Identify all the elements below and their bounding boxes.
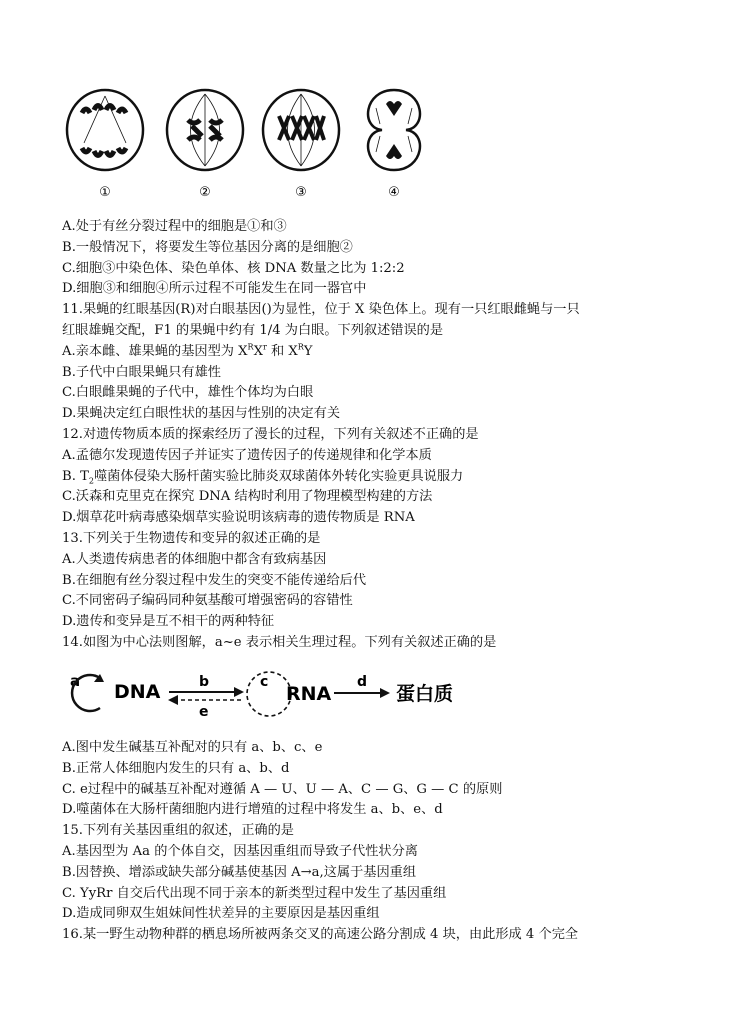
q14-option-b: B.正常人体细胞内发生的只有 a、b、d <box>62 760 290 776</box>
q14-option-d: D.噬菌体在大肠杆菌细胞内进行增殖的过程中将发生 a、b、e、d <box>62 802 443 818</box>
cell-1-label: ① <box>99 185 111 200</box>
q12-option-c: C.沃森和克里克在探究 DNA 结构时利用了物理模型构建的方法 <box>62 489 433 505</box>
q15-option-b: B.因替换、增添或缺失部分碱基使基因 A→a,这属于基因重组 <box>62 864 417 880</box>
q12-b-prefix: B. T <box>62 468 89 484</box>
cell-4-telophase <box>368 90 420 170</box>
q13-option-a: A.人类遗传病患者的体细胞中都含有致病基因 <box>62 551 327 567</box>
q11-option-a <box>62 342 702 363</box>
q14-stem: 14.如图为中心法则图解，a~e 表示相关生理过程。下列有关叙述正确的是 <box>62 634 497 650</box>
q14-option-a: A.图中发生碱基互补配对的只有 a、b、c、e <box>62 740 323 755</box>
label-rna: RNA <box>286 683 332 705</box>
q12-b-rest: 噬菌体侵染大肠杆菌实验比肺炎双球菌体外转化实验更具说服力 <box>93 468 464 484</box>
q13-stem: 13.下列关于生物遗传和变异的叙述正确的是 <box>62 530 321 546</box>
label-e: e <box>199 704 209 720</box>
q11-a-sup2: r <box>262 342 267 352</box>
q11-a-and: 和 X <box>266 343 298 359</box>
q12-option-b <box>62 467 702 488</box>
q14-option-c: C. e过程中的碱基互补配对遵循 A — U、U — A、C — G、G — C 的原则 <box>62 781 503 797</box>
q10-option-a: A.处于有丝分裂过程中的细胞是①和③ <box>62 219 287 234</box>
q11-a-prefix: A.亲本雌、雄果蝇的基因型为 X <box>62 343 248 359</box>
rna-replication-arrow <box>247 672 291 716</box>
cell-4-label: ④ <box>388 185 400 200</box>
q12-b-sub: 2 <box>88 476 94 486</box>
q12-option-a: A.孟德尔发现遗传因子并证实了遗传因子的传递规律和化学本质 <box>62 447 432 463</box>
cell-1-anaphase <box>67 90 143 170</box>
cell-2-metaphase <box>167 90 243 170</box>
q16-stem: 16.某一野生动物种群的栖息场所被两条交叉的高速公路分割成 4 块，由此形成 4 个完全 <box>62 927 579 943</box>
label-dna: DNA <box>114 681 161 703</box>
questions-block-2 <box>62 738 702 946</box>
label-c: c <box>260 674 269 690</box>
reverse-transcription-arrowhead <box>168 695 178 705</box>
q10-option-d: D.细胞③和细胞④所示过程不可能发生在同一器官中 <box>62 281 367 297</box>
q15-option-d: D.造成同卵双生姐妹间性状差异的主要原因是基因重组 <box>62 906 380 922</box>
q12-option-d: D.烟草花叶病毒感染烟草实验说明该病毒的遗传物质是 RNA <box>62 510 415 526</box>
q10-option-b: B.一般情况下，将要发生等位基因分离的是细胞② <box>62 239 353 255</box>
q15-stem: 15.下列有关基因重组的叙述，正确的是 <box>62 823 294 839</box>
q13-option-d: D.遗传和变异是互不相干的两种特征 <box>62 614 275 630</box>
q11-a-sup1: R <box>247 342 254 352</box>
q11-stem-line2: 红眼雄蝇交配，F1 的果蝇中约有 1/4 为白眼。下列叙述错误的是 <box>62 322 444 338</box>
transcription-arrowhead <box>234 687 244 697</box>
q11-option-b: B.子代中白眼果蝇只有雄性 <box>62 364 221 380</box>
q12-stem: 12.对遗传物质本质的探索经历了漫长的过程，下列有关叙述不正确的是 <box>62 426 479 442</box>
label-protein: 蛋白质 <box>396 683 454 705</box>
q13-option-b: B.在细胞有丝分裂过程中发生的突变不能传递给后代 <box>62 572 367 588</box>
cell-3-metaphase <box>263 90 339 170</box>
q11-a-end: Y <box>303 343 313 359</box>
q11-a-sup3: R <box>297 342 304 352</box>
q11-a-mid: X <box>253 343 263 359</box>
q13-option-c: C.不同密码子编码同种氨基酸可增强密码的容错性 <box>62 593 353 609</box>
q11-option-d: D.果蝇决定红白眼性状的基因与性别的决定有关 <box>62 406 341 422</box>
cell-2-label: ② <box>199 185 211 200</box>
label-d: d <box>357 674 368 690</box>
cell-3-label: ③ <box>295 185 307 200</box>
central-dogma-diagram <box>64 664 464 724</box>
translation-arrowhead <box>380 688 390 698</box>
questions-block-1 <box>62 217 702 654</box>
q15-option-a: A.基因型为 Aa 的个体自交，因基因重组而导致子代性状分离 <box>62 843 418 859</box>
q11-option-c: C.白眼雌果蝇的子代中，雄性个体均为白眼 <box>62 385 314 401</box>
label-a: a <box>70 672 81 690</box>
cell-division-figure <box>64 88 434 206</box>
q15-option-c: C. YyRr 自交后代出现不同于亲本的新类型过程中发生了基因重组 <box>62 885 447 901</box>
label-b: b <box>199 674 210 690</box>
q10-option-c: C.细胞③中染色体、染色单体、核 DNA 数量之比为 1:2:2 <box>62 260 405 276</box>
q11-stem-line1: 11.果蝇的红眼基因(R)对白眼基因()为显性，位于 X 染色体上。现有一只红眼雌蝇与一只 <box>62 302 580 318</box>
